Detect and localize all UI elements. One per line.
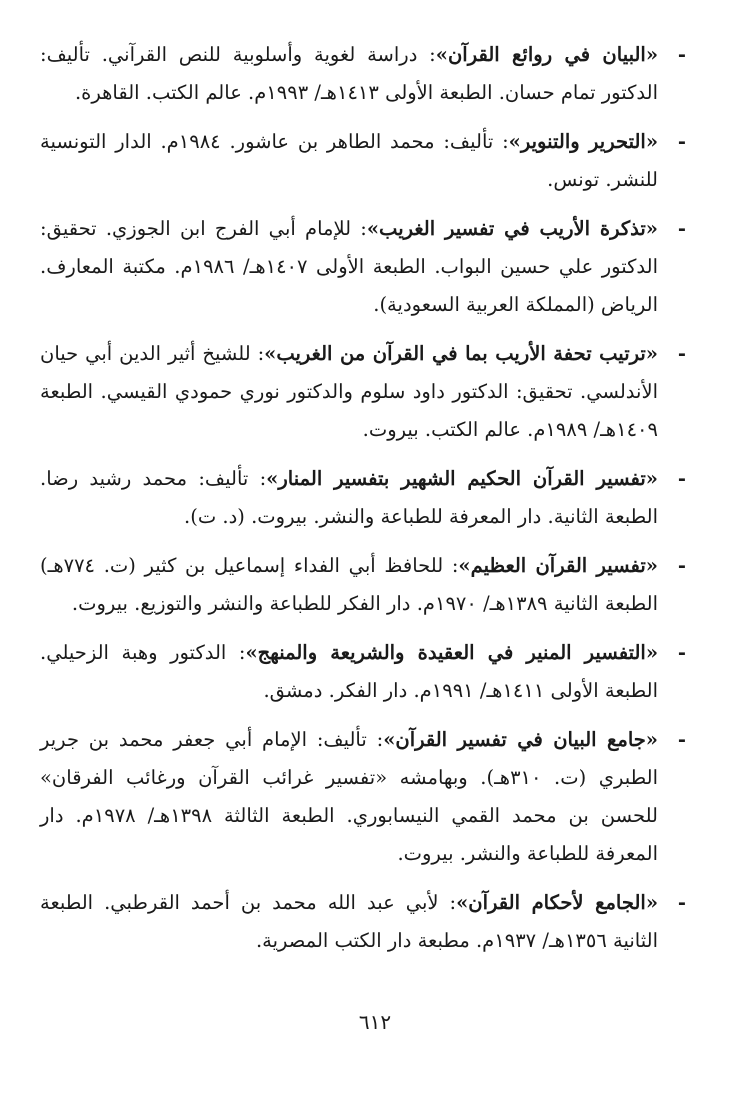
bibliography-entry — [40, 460, 686, 536]
list-dash: - — [677, 43, 686, 66]
list-dash: - — [677, 641, 686, 664]
entry-details: : للشيخ أثير الدين أبي حيان الأندلسي. تحقيق: الدكتور داود سلوم والدكتور نوري حمودي القيسي. الطبعة ١٤٠٩هـ/ ١٩٨٩م. عالم الكتب. بيروت. — [40, 342, 658, 441]
list-dash: - — [677, 467, 686, 490]
list-dash: - — [677, 342, 686, 365]
page-number: ٦١٢ — [358, 1010, 392, 1034]
bibliography-entry — [40, 884, 686, 960]
list-dash: - — [677, 217, 686, 240]
entry-title: «ترتيب تحفة الأريب بما في القرآن من الغريب» — [264, 342, 658, 365]
entry-title: «جامع البيان في تفسير القرآن» — [383, 728, 658, 751]
entry-details: : تأليف: محمد الطاهر بن عاشور. ١٩٨٤م. الدار التونسية للنشر. تونس. — [40, 130, 658, 191]
entry-details: : تأليف: محمد رشيد رضا. الطبعة الثانية. دار المعرفة للطباعة والنشر. بيروت. (د. ت). — [40, 467, 658, 528]
entry-details: : لأبي عبد الله محمد بن أحمد القرطبي. الطبعة الثانية ١٣٥٦هـ/ ١٩٣٧م. مطبعة دار الكتب المصرية. — [40, 891, 658, 952]
entry-title: «التحرير والتنوير» — [508, 130, 659, 153]
entry-details: : تأليف: الإمام أبي جعفر محمد بن جرير الطبري (ت. ٣١٠هـ). وبهامشه «تفسير غرائب القرآن ورغائب الفرقان» للحسن بن محمد القمي النيسابوري. الطبعة الثالثة ١٣٩٨هـ/ ١٩٧٨م. دار المعرفة للطباعة والنشر. بيروت. — [40, 728, 658, 865]
entry-details: : للإمام أبي الفرج ابن الجوزي. تحقيق: الدكتور علي حسين البواب. الطبعة الأولى ١٤٠٧هـ/ ١٩٨٦م. مكتبة المعارف. الرياض (المملكة العربية السعودية). — [40, 217, 659, 316]
bibliography-entry — [40, 36, 686, 112]
list-dash: - — [677, 728, 686, 751]
list-dash: - — [677, 554, 686, 577]
bibliography-entry — [40, 721, 686, 873]
entry-title: «تذكرة الأريب في تفسير الغريب» — [366, 217, 658, 240]
bibliography-entry — [40, 547, 686, 623]
list-dash: - — [677, 891, 686, 914]
entry-details: : دراسة لغوية وأسلوبية للنص القرآني. تأليف: الدكتور تمام حسان. الطبعة الأولى ١٤١٣هـ/ ١٩٩٣م. عالم الكتب. القاهرة. — [40, 43, 658, 104]
entry-details: : للحافظ أبي الفداء إسماعيل بن كثير (ت. ٧٧٤هـ) الطبعة الثانية ١٣٨٩هـ/ ١٩٧٠م. دار الفكر للطباعة والنشر والتوزيع. بيروت. — [40, 554, 658, 615]
entry-title: «التفسير المنير في العقيدة والشريعة والمنهج» — [245, 641, 659, 664]
bibliography-entry — [40, 335, 686, 449]
bibliography-list — [40, 36, 686, 971]
entry-title: «البيان في روائع القرآن» — [435, 43, 659, 66]
entry-title: «تفسير القرآن الحكيم الشهير بتفسير المنار» — [266, 467, 658, 490]
entry-details: : الدكتور وهبة الزحيلي. الطبعة الأولى ١٤١١هـ/ ١٩٩١م. دار الفكر. دمشق. — [40, 641, 658, 702]
entry-title: «تفسير القرآن العظيم» — [458, 554, 658, 577]
list-dash: - — [677, 130, 686, 153]
entry-title: «الجامع لأحكام القرآن» — [456, 891, 659, 914]
bibliography-entry — [40, 123, 686, 199]
bibliography-entry — [40, 210, 686, 324]
bibliography-entry — [40, 634, 686, 710]
